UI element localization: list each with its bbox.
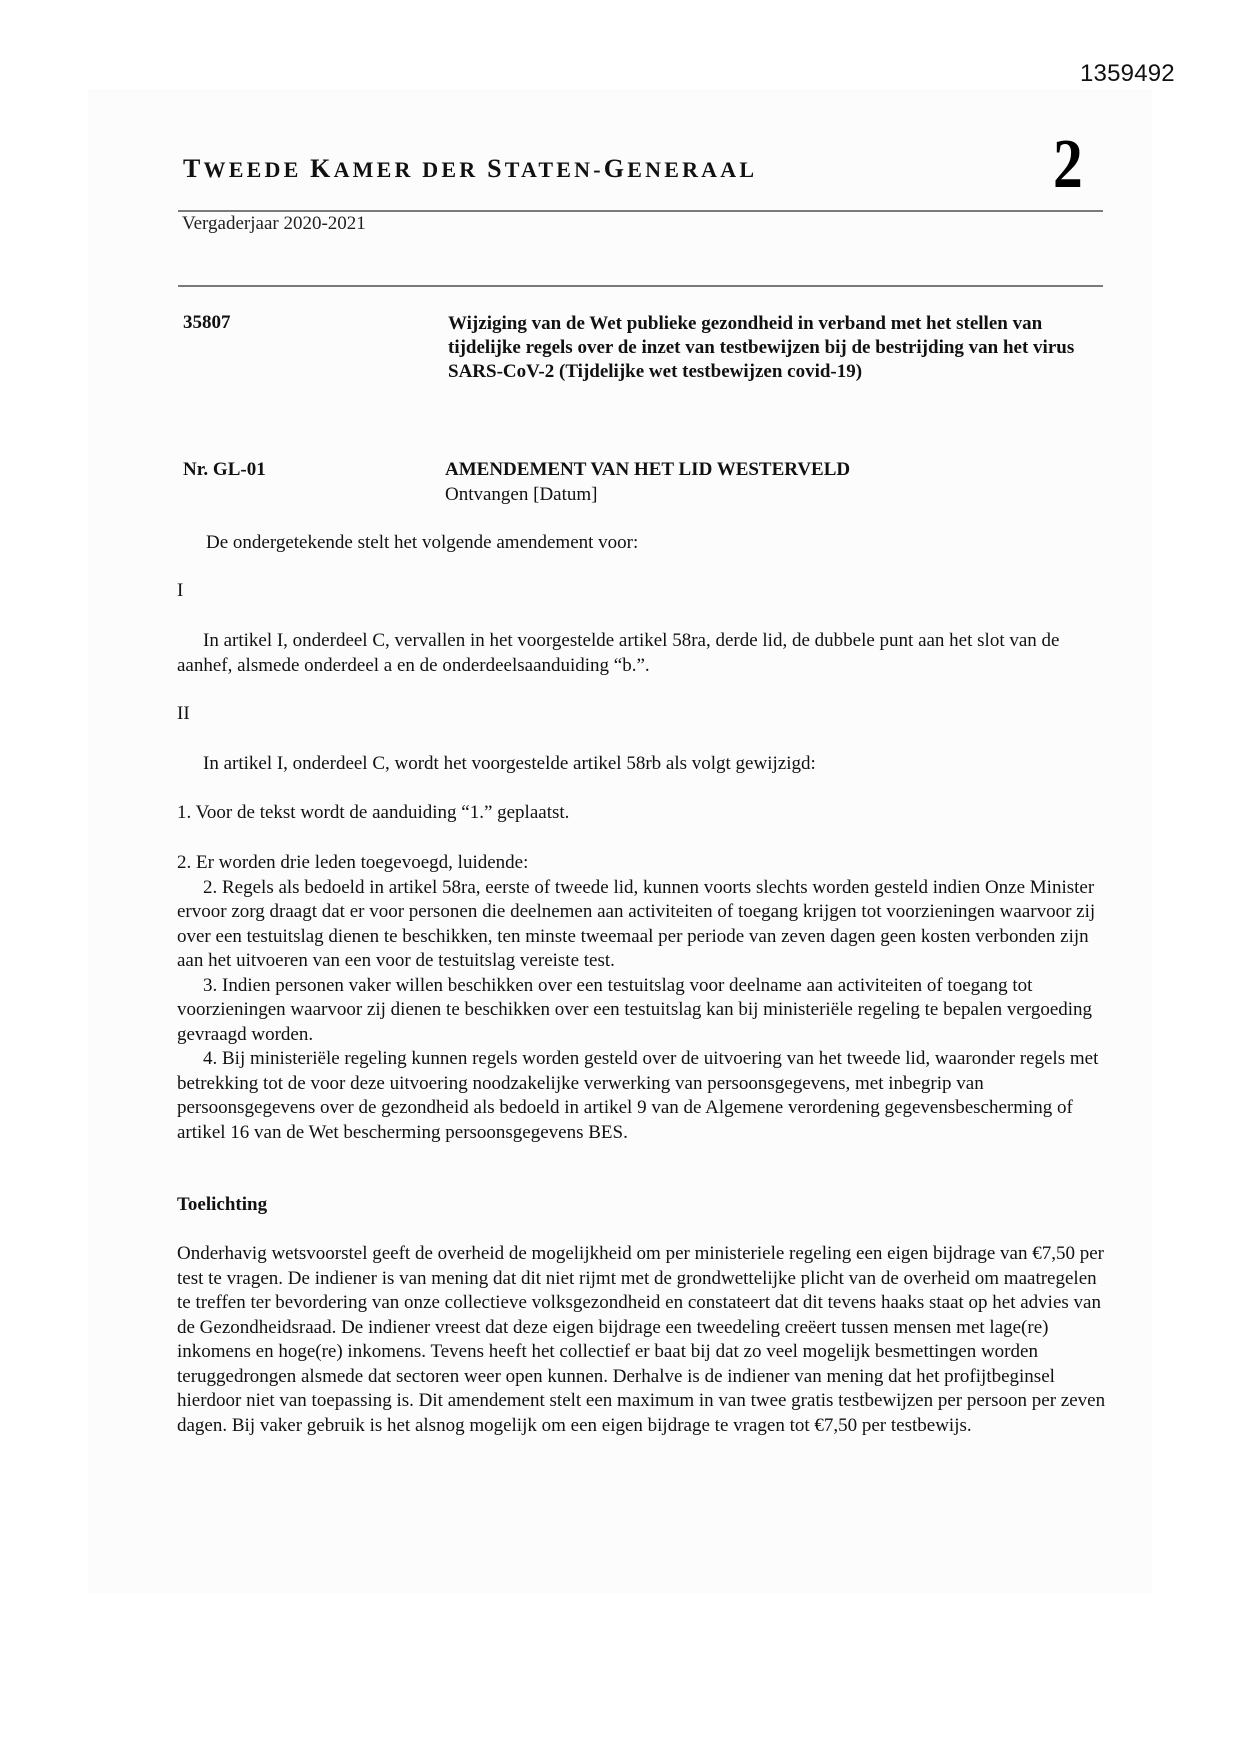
amendment-title: AMENDEMENT VAN HET LID WESTERVELD [445, 459, 851, 480]
chamber-cap-1: T [183, 154, 204, 183]
bill-title: Wijziging van de Wet publieke gezondheid in verband met het stellen van tijdelijke regels over de inzet van testbewijzen bij de bestrijding van het virus SARS-CoV-2 (Tijdelijke wet testbewijzen covid-19) [448, 313, 1075, 382]
section-2-item-2-block [177, 851, 1107, 1145]
new-member-4: 4. Bij ministeriële regeling kunnen regels worden gesteld over de uitvoering van het tweede lid, waaronder regels met betrekking tot de voor deze uitvoering noodzakelijke verwerking van persoonsgegevens, met inbegrip van persoonsgegevens over de gezondheid als bedoeld in artikel 9 van de Algemene verordening gegevensbescherming of artikel 16 van de Wet bescherming persoonsgegevens BES. [177, 1048, 1099, 1143]
chamber-name [183, 154, 757, 184]
amendment-number: Nr. GL-01 [183, 459, 266, 480]
bill-number: 35807 [183, 312, 231, 333]
received-date: Ontvangen [Datum] [445, 484, 598, 505]
new-member-3: 3. Indien personen vaker willen beschikken over een testuitslag voor deelname aan activiteiten of toegang tot voorzieningen waarvoor zij dienen te beschikken over een testuitslag kan bij ministeriële regeling te bepalen vergoeding gevraagd worden. [177, 974, 1093, 1045]
section-2-text: In artikel I, onderdeel C, wordt het voorgestelde artikel 58rb als volgt gewijzigd: [203, 753, 816, 774]
section-1-text: In artikel I, onderdeel C, vervallen in het voorgestelde artikel 58ra, derde lid, de dubbele punt aan het slot van de aanhef, alsmede onderdeel a en de onderdeelsaanduiding “b.”. [177, 630, 1060, 676]
section-numeral-2: II [177, 703, 190, 724]
section-2-item-2: 2. Er worden drie leden toegevoegd, luidende: [177, 852, 529, 873]
chamber-rest-2: AMER DER [333, 157, 488, 182]
explanation-text: Onderhavig wetsvoorstel geeft de overheid de mogelijkheid om per ministeriele regeling een eigen bijdrage van €7,50 per test te vragen. De indiener is van mening dat dit niet rijmt met de grondwettelijke plicht van de overheid om maatregelen te treffen ter bevordering van onze collectieve volksgezondheid en constateert dat dit tevens haaks staat op het advies van de Gezondheidsraad. De indiener vreest dat deze eigen bijdrage een tweedeling creëert tussen mensen met lage(re) inkomens en hoge(re) inkomens. Tevens heeft het collectief er baat bij dat zo veel mogelijk besmettingen worden teruggedrongen alsmede dat sectoren weer open kunnen. Derhalve is de indiener van mening dat het profijtbeginsel hierdoor niet van toepassing is. Dit amendement stelt een maximum in van twee gratis testbewijzen per persoon per zeven dagen. Bij vaker gebruik is het alsnog mogelijk om een eigen bijdrage te vragen tot €7,50 per testbewijs. [177, 1243, 1106, 1436]
explanation-heading: Toelichting [177, 1194, 268, 1215]
chamber-rest-3: TATEN- [504, 157, 604, 182]
session-year: Vergaderjaar 2020-2021 [182, 213, 366, 234]
section-divider [178, 285, 1103, 287]
page-number: 2 [1053, 126, 1083, 203]
chamber-rest-4: ENERAAL [627, 157, 758, 182]
document-id: 1359492 [1080, 60, 1175, 87]
section-numeral-1: I [177, 580, 184, 601]
new-member-2: 2. Regels als bedoeld in artikel 58ra, eerste of tweede lid, kunnen voorts slechts worden gesteld indien Onze Minister ervoor zorg draagt dat er voor personen die deelnemen aan activiteiten of toegang krijgen tot voorzieningen waarvoor zij over een testuitslag dienen te beschikken, ten minste tweemaal per periode van zeven dagen geen kosten verbonden zijn aan het uitvoeren van een voor de testuitslag vereiste test. [177, 876, 1096, 971]
header-divider [178, 210, 1103, 212]
amendment-intro: De ondergetekende stelt het volgende amendement voor: [206, 532, 639, 553]
chamber-cap-4: G [603, 154, 628, 183]
chamber-rest-1: WEEDE [203, 157, 311, 182]
section-2-item-1: 1. Voor de tekst wordt de aanduiding “1.” geplaatst. [177, 802, 570, 823]
chamber-cap-3: S [487, 154, 505, 183]
chamber-cap-2: K [310, 154, 334, 183]
